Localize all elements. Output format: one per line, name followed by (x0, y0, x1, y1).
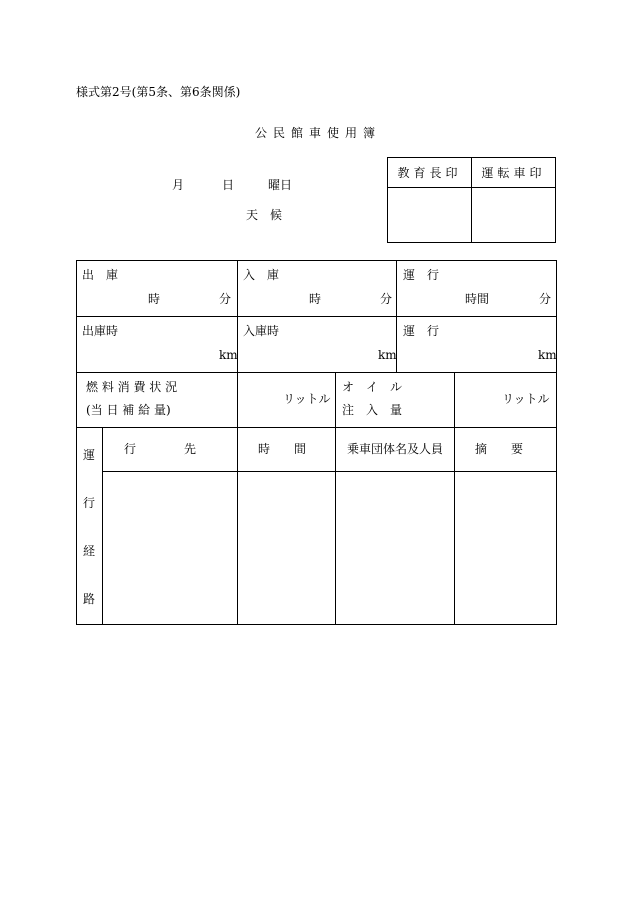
weekday-label: 曜日 (268, 178, 293, 192)
departure-odometer-label: 出庫時 (82, 324, 119, 338)
return-label: 入 庫 (243, 268, 280, 282)
seal-box-driver[interactable] (472, 188, 556, 243)
seal-table (387, 157, 556, 243)
return-hour-unit: 時 (309, 292, 322, 306)
route-summary-field[interactable] (455, 472, 556, 624)
operation-hours-unit: 時間 (465, 292, 490, 306)
month-label: 月 (172, 178, 185, 192)
col-divider (335, 372, 336, 427)
operation-time-label: 運 行 (403, 268, 440, 282)
oil-liter-unit: リットル (502, 392, 550, 406)
seal-header-education-head: 教育長印 (388, 158, 472, 188)
operation-km-unit: km (538, 348, 557, 362)
departure-minute-unit: 分 (219, 292, 232, 306)
route-side-label-3: 経 (83, 544, 96, 558)
route-time-field[interactable] (238, 472, 334, 624)
return-minute-unit: 分 (380, 292, 393, 306)
seal-header-driver: 運転車印 (472, 158, 556, 188)
col-divider (237, 372, 238, 427)
route-side-label-1: 運 (83, 448, 96, 462)
fuel-liter-unit: リットル (283, 392, 331, 406)
route-passengers-field[interactable] (336, 472, 453, 624)
column-passengers: 乗車団体名及人員 (347, 442, 444, 456)
route-side-label-4: 路 (83, 592, 96, 606)
operation-distance-label: 運 行 (403, 324, 440, 338)
fuel-consumption-label: 燃 料 消 費 状 況 (86, 380, 178, 394)
col-divider (454, 372, 455, 427)
fuel-refill-label: (当 日 補 給 量) (86, 403, 171, 417)
return-odometer-label: 入庫時 (243, 324, 280, 338)
row-divider (76, 372, 557, 373)
route-destination-field[interactable] (103, 472, 236, 624)
departure-label: 出 庫 (82, 268, 119, 282)
column-time: 時 間 (258, 442, 307, 456)
oil-label: オ イ ル (342, 380, 403, 394)
departure-km-unit: km (219, 348, 238, 362)
seal-box-education-head[interactable] (388, 188, 472, 243)
operation-minutes-unit: 分 (539, 292, 552, 306)
row-divider (76, 427, 557, 428)
row-divider (76, 316, 557, 317)
return-km-unit: km (378, 348, 397, 362)
weather-label: 天 候 (246, 208, 283, 222)
column-summary: 摘 要 (475, 442, 524, 456)
day-label: 日 (222, 178, 235, 192)
column-destination: 行 先 (124, 442, 197, 456)
route-side-label-2: 行 (83, 496, 96, 510)
departure-hour-unit: 時 (148, 292, 161, 306)
oil-injection-label: 注 入 量 (342, 403, 403, 417)
form-number: 様式第2号(第5条、第6条関係) (76, 85, 241, 99)
document-title: 公民館車使用簿 (254, 126, 381, 140)
